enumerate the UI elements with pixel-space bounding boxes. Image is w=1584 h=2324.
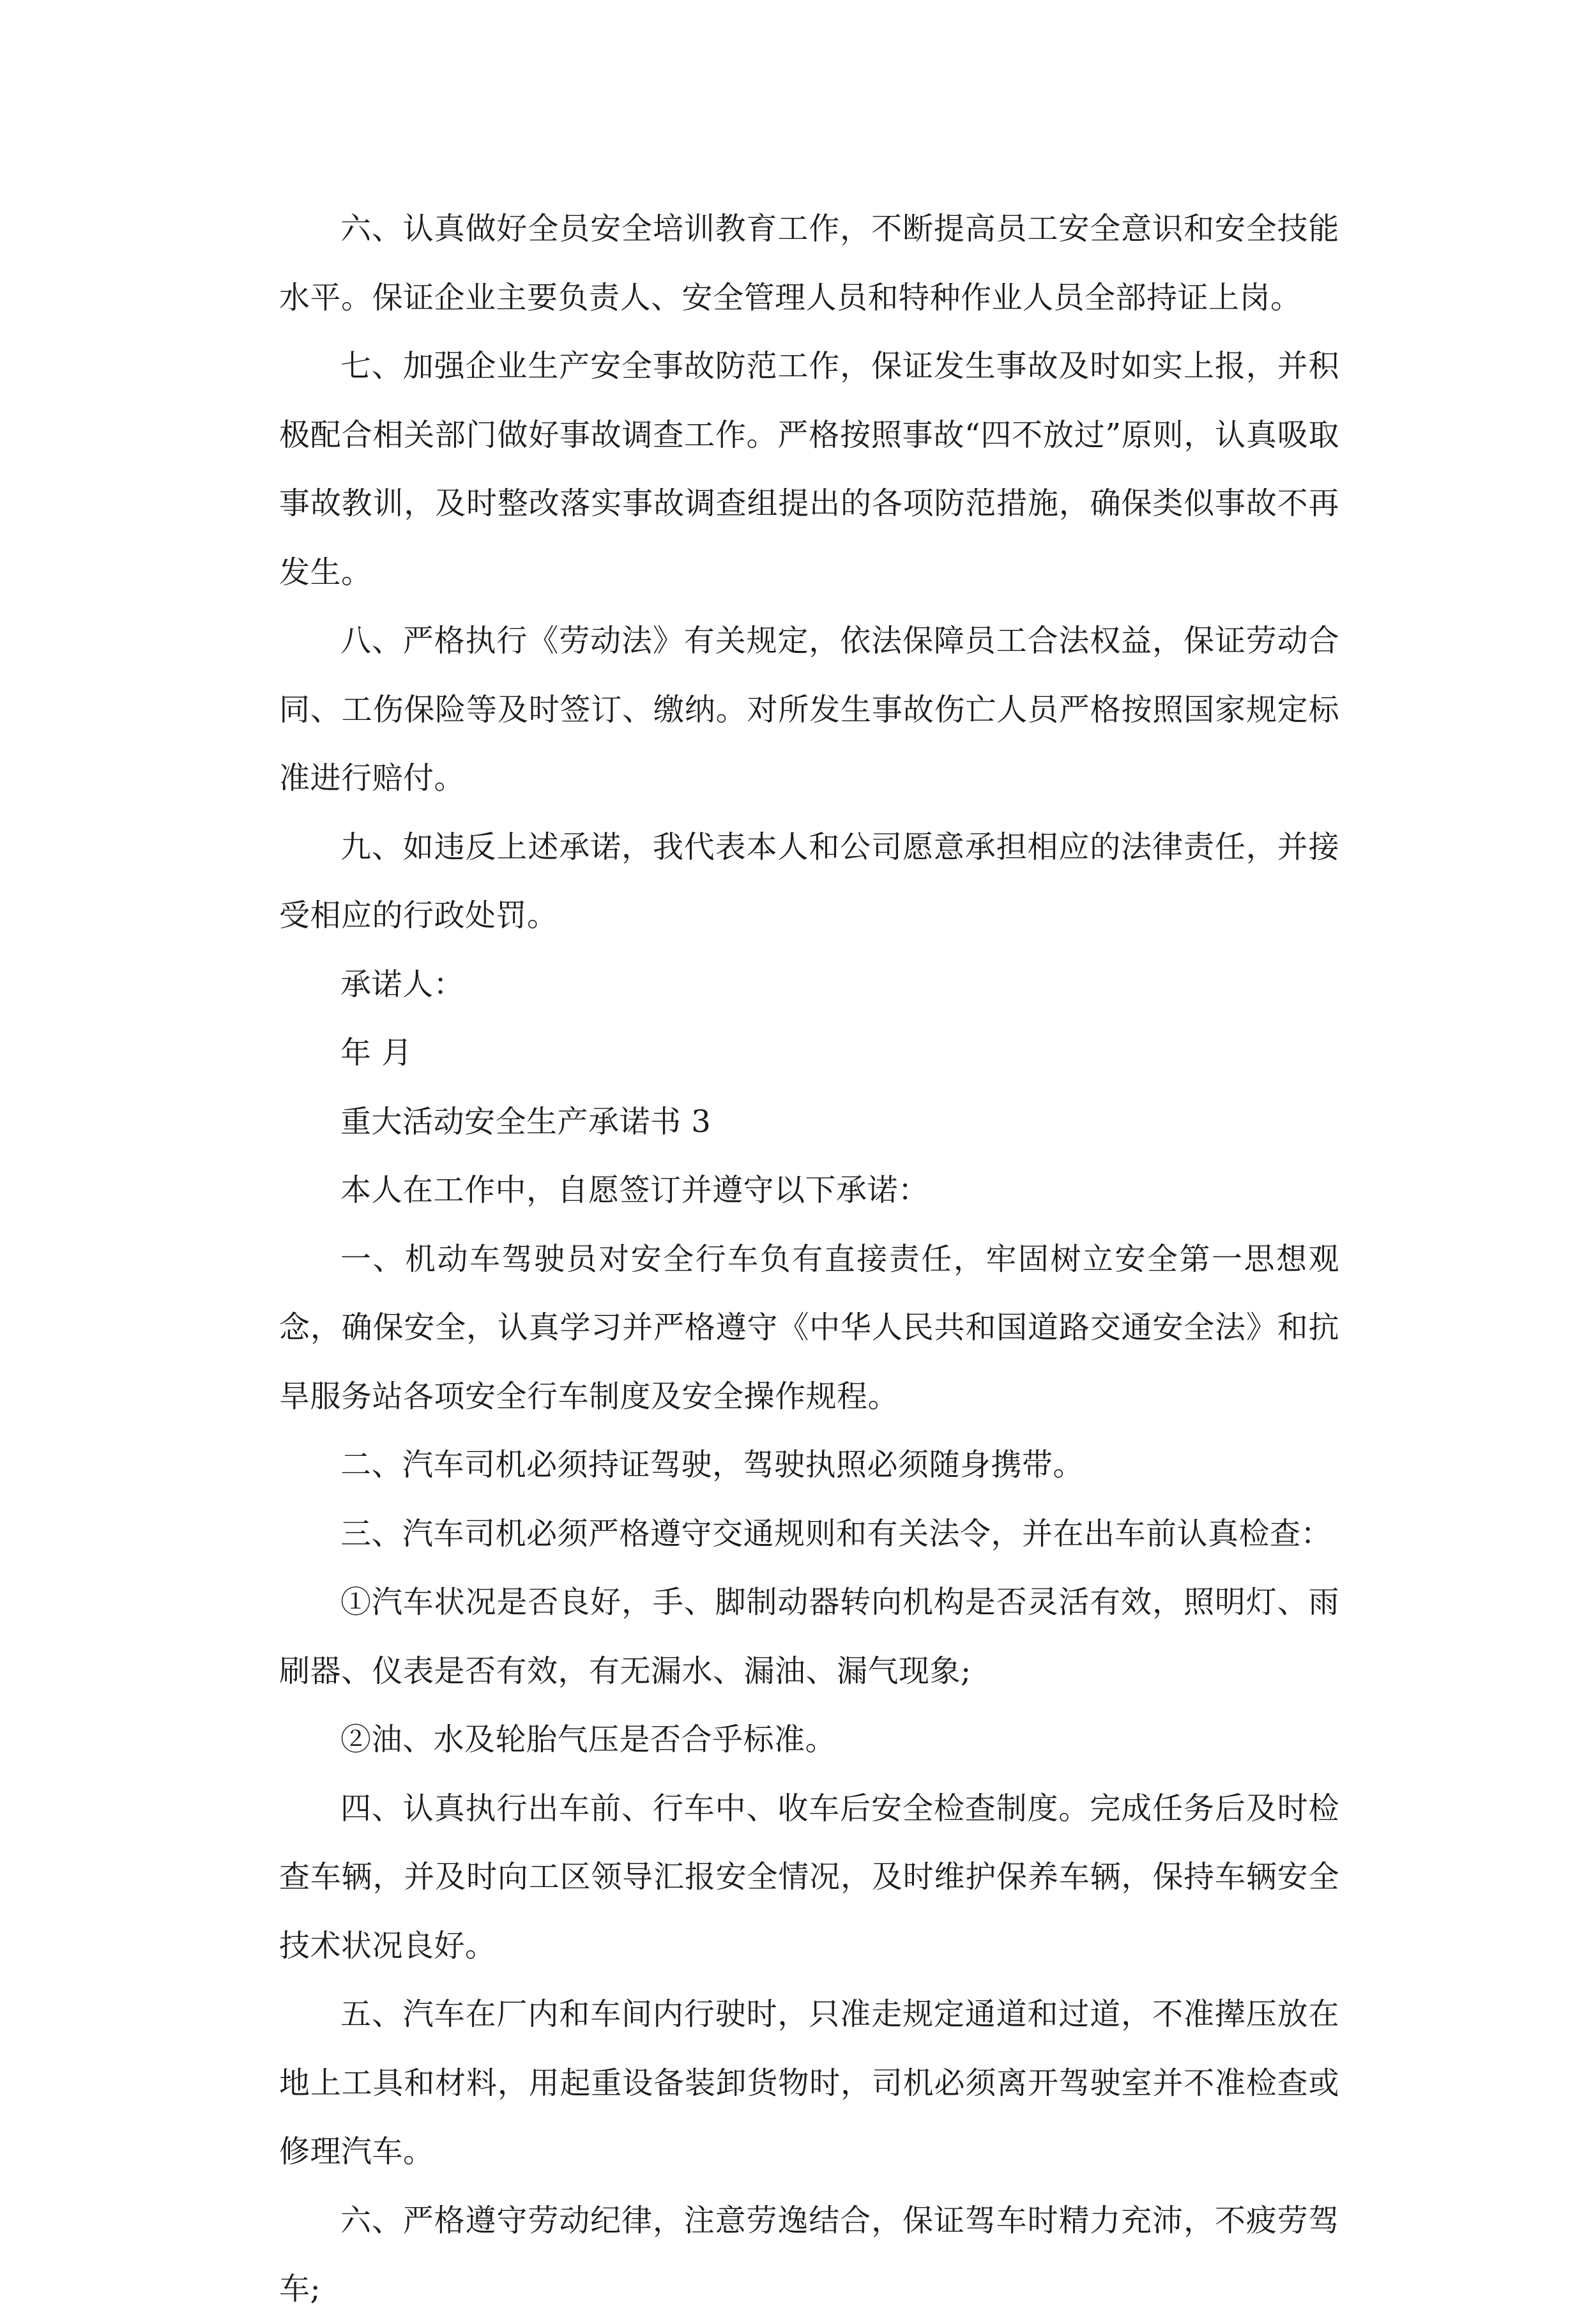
paragraph-safety-training: 六、认真做好全员安全培训教育工作，不断提高员工安全意识和安全技能水平。保证企业主要负责人、安全管理人员和特种作业人员全部持证上岗。 — [279, 211, 1339, 316]
section-title: 重大活动安全生产承诺书 3 — [340, 1103, 712, 1140]
paragraph-driver-responsibility: 一、机动车驾驶员对安全行车负有直接责任，牢固树立安全第一思想观念，确保安全，认真学习并严格遵守《中华人民共和国道路交通安全法》和抗旱服务站各项安全行车制度及安全操作规程。 — [279, 1241, 1339, 1414]
paragraph-labor-law: 八、严格执行《劳动法》有关规定，依法保障员工合法权益，保证劳动合同、工伤保险等及时签订、缴纳。对所发生事故伤亡人员严格按照国家规定标准进行赔付。 — [279, 623, 1339, 796]
list-item-vehicle-condition: ①汽车状况是否良好，手、脚制动器转向机构是否灵活有效，照明灯、雨刷器、仪表是否有效，有无漏水、漏油、漏气现象; — [279, 1584, 1339, 1689]
signatory-label: 承诺人： — [340, 966, 465, 1002]
paragraph-liability: 九、如违反上述承诺，我代表本人和公司愿意承担相应的法律责任，并接受相应的行政处罚。 — [279, 829, 1339, 933]
paragraph-license: 二、汽车司机必须持证驾驶，驾驶执照必须随身携带。 — [340, 1447, 1085, 1483]
date-line: 年 月 — [340, 1035, 413, 1071]
list-item-fluids-tires: ②油、水及轮胎气压是否合乎标准。 — [340, 1722, 837, 1757]
paragraph-traffic-rules: 三、汽车司机必须严格遵守交通规则和有关法令，并在出车前认真检查： — [340, 1515, 1332, 1552]
paragraph-intro: 本人在工作中，自愿签订并遵守以下承诺： — [340, 1172, 929, 1208]
paragraph-inspection: 四、认真执行出车前、行车中、收车后安全检查制度。完成任务后及时检查车辆，并及时向工区领导汇报安全情况，及时维护保养车辆，保持车辆安全技术状况良好。 — [279, 1790, 1339, 1964]
document-body — [279, 195, 1339, 2324]
paragraph-factory-driving: 五、汽车在厂内和车间内行驶时，只准走规定通道和过道，不准撵压放在地上工具和材料，用起重设备装卸货物时，司机必须离开驾驶室并不准检查或修理汽车。 — [279, 1996, 1339, 2169]
paragraph-labor-discipline: 六、严格遵守劳动纪律，注意劳逸结合，保证驾车时精力充沛，不疲劳驾车; — [279, 2202, 1339, 2307]
paragraph-accident-prevention: 七、加强企业生产安全事故防范工作，保证发生事故及时如实上报，并积极配合相关部门做好事故调查工作。严格按照事故“四不放过”原则，认真吸取事故教训，及时整改落实事故调查组提出的各项防范措施，确保类似事故不再发生。 — [279, 348, 1339, 590]
